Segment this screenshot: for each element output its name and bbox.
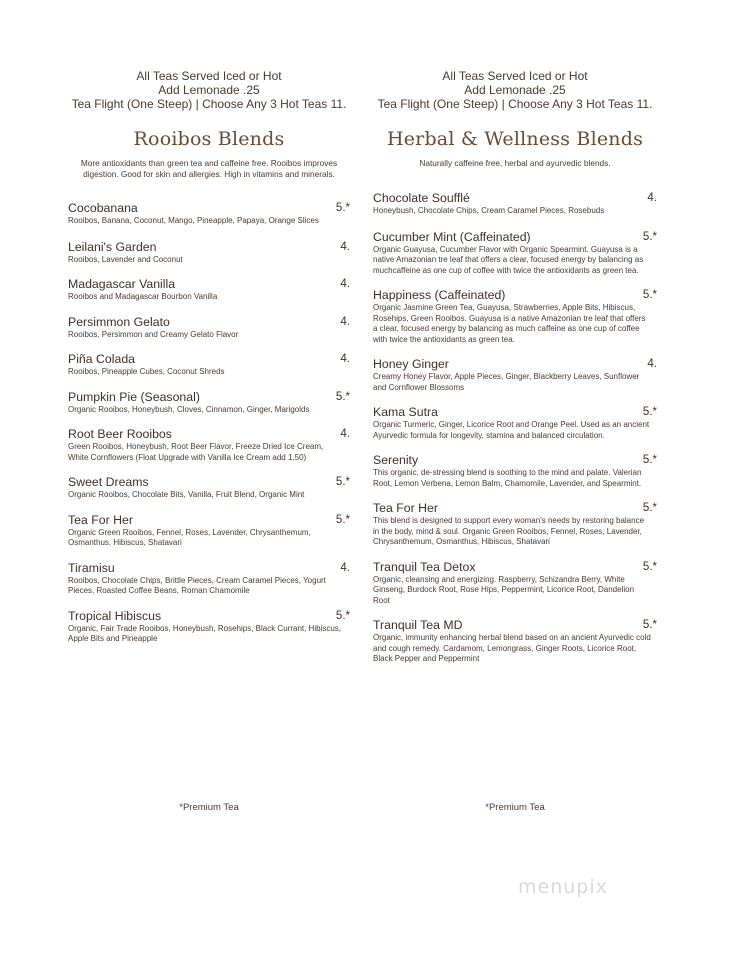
menu-item-price: 5.* <box>335 513 350 526</box>
rooibos-items-list <box>68 201 350 645</box>
menu-item <box>68 201 350 227</box>
header-line-lemonade: Add Lemonade .25 <box>464 83 566 97</box>
menu-item-price: 5.* <box>642 560 657 573</box>
herbal-description: Naturally caffeine free, herbal and ayurvedic blends. <box>419 158 611 168</box>
menu-item-name: Pumpkin Pie (Seasonal) <box>68 389 200 404</box>
header-line-flight: Tea Flight (One Steep) | Choose Any 3 Hot Teas 11. <box>71 97 347 111</box>
menu-item-price: 4. <box>340 315 350 328</box>
menu-item-name: Tea For Her <box>68 512 133 527</box>
menu-item-name: Honey Ginger <box>373 357 449 371</box>
header-line-serving: All Teas Served Iced or Hot <box>136 69 282 83</box>
menu-item-description: Rooibos, Lavender and Coconut <box>68 254 183 264</box>
menu-item-name: Tea For Her <box>373 501 438 515</box>
menu-item-price: 5.* <box>642 502 657 514</box>
menu-item <box>68 609 350 645</box>
menu-item-description: This blend is designed to support every woman's needs by restoring balance in the body, mind & soul. Organic Green Rooibos, Fennel, Roses, Lavender, Chrysanthemum, Osmanthus, Hibiscus, Shatavari <box>373 516 645 546</box>
menu-item <box>68 427 350 463</box>
menu-item <box>373 357 657 393</box>
menu-item <box>373 453 657 489</box>
menu-item-description: Creamy Honey Flavor, Apple Pieces, Ginger, Blackberry Leaves, Sunflower and Cornflower Blossoms <box>373 372 640 392</box>
menu-item <box>373 560 657 607</box>
menu-item-price: 4. <box>647 192 657 204</box>
menu-item-price: 5.* <box>642 619 657 631</box>
menu-item-description: Organic Turmeric, Ginger, Licorice Root and Orange Peel. Used as an ancient Ayurvedic formula for longevity, stamina and balanced circulation. <box>373 420 650 440</box>
menu-item-price: 4. <box>340 561 350 574</box>
menu-item-description: Organic, Fair Trade Rooibos, Honeybush, Rosehips, Black Currant, Hibiscus, Apple Bits and Pineapple <box>68 623 342 643</box>
menu-item-name: Tranquil Tea Detox <box>373 559 476 574</box>
menu-item-description: Organic, cleansing and energizing. Raspberry, Schizandra Berry, White Ginseng, Burdock Root, Rose Hips, Peppermint, Licorice Root, Dandelion Root <box>373 574 635 605</box>
menu-item-description: Organic Guayusa, Cucumber Flavor with Organic Spearmint. Guayusa is a native Amazonian tre leaf that offers a clear, focused energy by balancing as muchcaffeine as one cup of coffee with twice the antioxidants as green tea. <box>373 244 644 275</box>
menu-item-name: Leilani's Garden <box>68 239 157 254</box>
menu-item-price: 5.* <box>335 609 350 622</box>
menu-item-description: Organic Rooibos, Honeybush, Cloves, Cinnamon, Ginger, Marigolds <box>68 404 310 414</box>
menu-item <box>68 513 350 549</box>
menu-item-price: 5.* <box>642 230 657 243</box>
menu-item-description: Organic Green Rooibos, Fennel, Roses, Lavender, Chrysanthemum, Osmanthus, Hibiscus, Shatavari <box>68 527 311 547</box>
menu-item <box>373 230 657 277</box>
menu-item-price: 4. <box>647 358 657 370</box>
menu-item <box>373 501 657 548</box>
menu-item-name: Kama Sutra <box>373 405 438 419</box>
menu-item <box>373 618 657 665</box>
herbal-premium-note: *Premium Tea <box>485 802 545 813</box>
rooibos-title: Rooibos Blends <box>133 128 285 150</box>
menu-item-description: This organic, de-stressing blend is soothing to the mind and palate. Valerian Root, Lemon Verbena, Lemon Balm, Chamomile, Lavender, and Spearmint. <box>373 468 642 488</box>
menu-item-name: Piña Colada <box>68 352 135 366</box>
menu-item-price: 5.* <box>642 289 657 301</box>
menu-item-description: Rooibos and Madagascar Bourbon Vanilla <box>68 292 218 301</box>
header-line-lemonade: Add Lemonade .25 <box>158 83 260 97</box>
menu-item-description: Organic Rooibos, Chocolate Bits, Vanilla, Fruit Blend, Organic Mint <box>68 490 305 499</box>
right-header <box>373 69 657 111</box>
rooibos-premium-note: *Premium Tea <box>179 802 239 813</box>
menu-item-price: 4. <box>340 428 350 440</box>
menu-item-description: Organic Jasmine Green Tea, Guayusa, Strawberries, Apple Bits, Hibiscus, Rosehips, Green Rooibos. Guayusa is a native Amazonian tre leaf that offers a clear, focused energy by balancing as much caffeine as one cup of coffee with twice the antioxidants as green tea. <box>373 303 646 344</box>
menupix-watermark: menupix <box>518 876 608 898</box>
menu-item-description: Rooibos, Persimmon and Creamy Gelato Flavor <box>68 329 239 339</box>
menu-item-price: 5.* <box>642 454 657 466</box>
left-header <box>68 69 350 111</box>
menu-item-name: Sweet Dreams <box>68 475 149 489</box>
menu-item <box>68 315 350 341</box>
menu-item-price: 5.* <box>335 476 350 488</box>
menu-item-description: Honeybush, Chocolate Chips, Cream Caramel Pieces, Rosebuds <box>373 206 605 215</box>
menu-item-name: Tranquil Tea MD <box>373 618 463 632</box>
menu-item-description: Rooibos, Banana, Coconut, Mango, Pineapple, Papaya, Orange Slices <box>68 216 319 225</box>
menu-item <box>68 390 350 416</box>
menu-item-price: 4. <box>340 353 350 365</box>
menu-item-name: Tropical Hibiscus <box>68 608 162 623</box>
menu-item-description: Rooibos, Chocolate Chips, Brittle Pieces, Cream Caramel Pieces, Yogurt Pieces, Roasted Coffee Beans, Roman Chamomile <box>68 575 326 595</box>
menu-item-name: Madagascar Vanilla <box>68 277 176 291</box>
herbal-title: Herbal & Wellness Blends <box>386 128 644 150</box>
herbal-items-list <box>373 191 657 665</box>
menu-item-price: 5.* <box>642 406 657 418</box>
menu-item-price: 4. <box>340 278 350 290</box>
menu-item-name: Happiness (Caffeinated) <box>373 288 506 302</box>
menu-item <box>373 405 657 441</box>
menu-item-description: Rooibos, Pineapple Cubes, Coconut Shreds <box>68 367 225 376</box>
menu-item-name: Persimmon Gelato <box>68 314 170 329</box>
menu-item <box>68 561 350 597</box>
menu-item-name: Cucumber Mint (Caffeinated) <box>373 229 531 244</box>
menu-item-price: 5.* <box>335 390 350 403</box>
menu-item <box>68 352 350 378</box>
menu-item-name: Serenity <box>373 453 419 467</box>
header-line-flight: Tea Flight (One Steep) | Choose Any 3 Hot Teas 11. <box>377 97 653 111</box>
menu-item-name: Root Beer Rooibos <box>68 427 172 441</box>
menu-item-name: Cocobanana <box>68 201 138 215</box>
menu-item <box>68 475 350 501</box>
menu-item-description: Green Rooibos, Honeybush, Root Beer Flavor, Freeze Dried Ice Cream, White Cornflowers (Float Upgrade with Vanilla Ice Cream add 1.50) <box>68 442 324 462</box>
menu-item-name: Chocolate Soufflé <box>373 191 470 205</box>
menu-item <box>68 277 350 303</box>
menu-item <box>373 288 657 345</box>
menu-item-name: Tiramisu <box>68 560 115 575</box>
menu-item <box>68 240 350 266</box>
menu-item-price: 4. <box>340 240 350 253</box>
header-line-serving: All Teas Served Iced or Hot <box>442 69 588 83</box>
menu-item <box>373 191 657 217</box>
rooibos-description: More antioxidants than green tea and caffeine free. Rooibos improves digestion. Good for skin and allergies. High in vitamins and minerals. <box>80 158 338 179</box>
menu-item-price: 5.* <box>335 202 350 214</box>
menu-item-description: Organic, immunity enhancing herbal blend based on an ancient Ayurvedic cold and cough remedy. Cardamom, Lemongrass, Ginger Roots, Licorice Root, Black Pepper and Peppermint <box>373 633 651 663</box>
